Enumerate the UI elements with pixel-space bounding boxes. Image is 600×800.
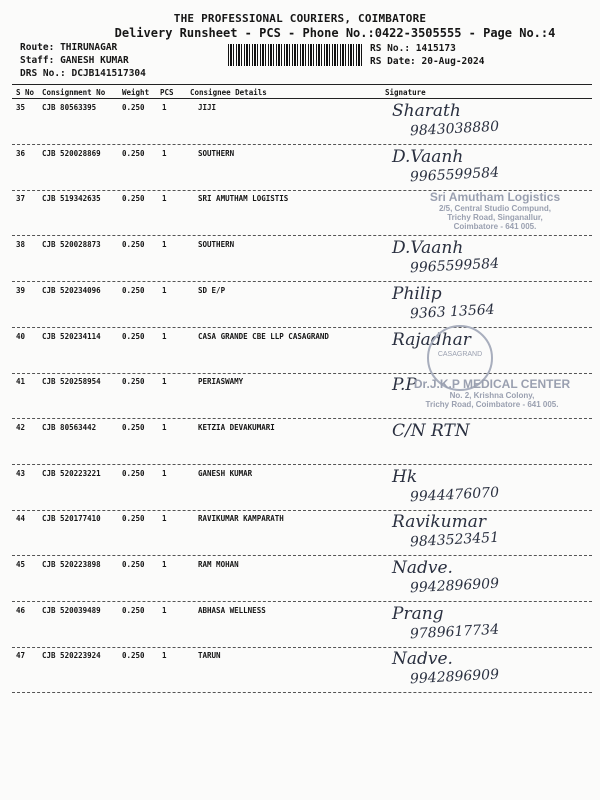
row-pcs: 1 (162, 331, 167, 341)
row-consignee: SD E/P (198, 285, 226, 295)
drs-label: DRS No.: (20, 68, 66, 79)
signature-scribble: Rajadhar (392, 329, 471, 350)
row-sno: 42 (16, 422, 26, 432)
row-consignee: JIJI (198, 103, 217, 112)
row-consignment: CJB 520234096 (42, 285, 101, 295)
runsheet-title: Delivery Runsheet - PCS - Phone No.:0422-3505555 - Page No.:4 (114, 26, 556, 40)
route-label: Route: (20, 42, 55, 53)
row-consignee: CASA GRANDE CBE LLP CASAGRAND (198, 331, 329, 341)
row-weight: 0.250 (122, 103, 145, 112)
row-consignment: CJB 520223221 (42, 468, 101, 478)
drs-value: DCJB141517304 (71, 68, 146, 79)
col-consignee: Consignee Details (190, 88, 267, 97)
rs-no-line (370, 43, 456, 54)
route-line (20, 42, 117, 53)
row-consignment: CJB 80563395 (42, 103, 97, 112)
row-consignment: CJB 519342635 (42, 194, 101, 204)
row-sno: 41 (16, 377, 26, 387)
table-row (12, 465, 592, 511)
rs-date-label: RS Date: (370, 56, 416, 67)
signature-phone: 9965599584 (409, 164, 500, 186)
route-value: THIRUNAGAR (60, 42, 118, 53)
casagrand-seal-text: CASAGRAND (437, 351, 483, 358)
col-pcs: PCS (160, 88, 174, 97)
row-consignee: SOUTHERN (198, 148, 235, 158)
row-consignee: KETZIA DEVAKUMARI (198, 422, 275, 432)
row-consignment: CJB 520223924 (42, 651, 101, 661)
table-row (12, 145, 592, 191)
row-pcs: 1 (162, 377, 167, 387)
row-consignee: RAVIKUMAR KAMPARATH (198, 514, 284, 524)
signature-phone: 9942896909 (409, 575, 500, 597)
row-sno: 38 (16, 240, 26, 250)
row-pcs: 1 (162, 468, 167, 478)
row-pcs: 1 (162, 103, 167, 112)
medical-stamp (397, 377, 587, 409)
row-consignee: ABHASA WELLNESS (198, 605, 266, 615)
staff-label: Staff: (20, 55, 55, 66)
row-weight: 0.250 (122, 285, 145, 295)
row-consignee: TARUN (198, 651, 221, 661)
row-consignee: PERIASWAMY (198, 377, 244, 387)
row-consignment: CJB 520028869 (42, 148, 101, 158)
row-weight: 0.250 (122, 651, 145, 661)
row-pcs: 1 (162, 148, 167, 158)
row-consignee: RAM MOHAN (198, 560, 239, 569)
row-weight: 0.250 (122, 377, 145, 387)
signature-scribble: D.Vaanh (392, 238, 464, 259)
row-consignment: CJB 80563442 (42, 422, 97, 432)
drs-line (20, 68, 146, 79)
row-sno: 37 (16, 194, 26, 204)
company-name: THE PROFESSIONAL COURIERS, COIMBATORE (173, 12, 427, 25)
medical-line1: Dr.J.K.P MEDICAL CENTER (413, 377, 571, 391)
header-top-rule (12, 84, 592, 85)
row-sno: 43 (16, 468, 26, 478)
rs-no-value: 1415173 (415, 43, 456, 54)
amutham-line1: Sri Amutham Logistics (429, 190, 561, 204)
row-sno: 39 (16, 285, 26, 295)
row-weight: 0.250 (122, 422, 145, 432)
row-consignment: CJB 520223898 (42, 560, 101, 569)
row-weight: 0.250 (122, 148, 145, 158)
row-sno: 46 (16, 605, 26, 615)
row-divider (12, 692, 592, 693)
amutham-line4: Coimbatore - 641 005. (453, 222, 537, 231)
row-consignment: CJB 520028873 (42, 240, 101, 250)
signature-scribble: Hk (392, 466, 418, 487)
signature-scribble: Sharath (392, 101, 461, 121)
rs-no-label: RS No.: (370, 43, 411, 54)
row-pcs: 1 (162, 605, 167, 615)
row-sno: 40 (16, 331, 26, 341)
col-sno: S No (16, 88, 35, 97)
amutham-line2: 2/5, Central Studio Compund, (438, 204, 551, 213)
row-weight: 0.250 (122, 468, 145, 478)
table-row (12, 236, 592, 282)
row-pcs: 1 (162, 240, 167, 250)
row-consignment: CJB 520234114 (42, 331, 101, 341)
row-weight: 0.250 (122, 514, 145, 524)
signature-phone: 9363 13564 (409, 301, 495, 323)
signature-phone: 9789617734 (409, 621, 500, 643)
signature-scribble: Ravikumar (392, 512, 486, 533)
barcode (228, 44, 363, 66)
table-row (12, 647, 592, 693)
table-row (12, 556, 592, 602)
table-row (12, 282, 592, 328)
row-weight: 0.250 (122, 331, 145, 341)
medical-line3: Trichy Road, Coimbatore - 641 005. (425, 400, 559, 409)
row-pcs: 1 (162, 422, 167, 432)
signature-scribble: P.P (392, 375, 417, 396)
staff-value: GANESH KUMAR (60, 55, 129, 66)
row-weight: 0.250 (122, 194, 145, 204)
row-weight: 0.250 (122, 240, 145, 250)
row-sno: 47 (16, 651, 26, 661)
signature-scribble: Prang (392, 603, 444, 624)
rs-date-value: 20-Aug-2024 (421, 56, 485, 67)
signature-scribble: C/N RTN (392, 420, 470, 441)
row-pcs: 1 (162, 194, 167, 204)
row-weight: 0.250 (122, 605, 145, 615)
signature-scribble: D.Vaanh (392, 146, 464, 167)
table-row (12, 328, 592, 374)
staff-line (20, 55, 129, 66)
signature-scribble: Philip (392, 283, 442, 304)
signature-phone: 9944476070 (409, 484, 500, 505)
row-sno: 44 (16, 514, 26, 524)
table-row (12, 99, 592, 145)
row-consignment: CJB 520039489 (42, 605, 101, 615)
rs-date-line (370, 56, 484, 67)
col-weight: Weight (122, 88, 150, 97)
signature-phone: 9965599584 (409, 255, 500, 277)
signature-phone: 9942896909 (409, 667, 500, 688)
signature-scribble: Nadve. (392, 558, 453, 578)
row-consignee: GANESH KUMAR (198, 468, 253, 478)
row-pcs: 1 (162, 651, 167, 661)
table-row (12, 419, 592, 465)
row-sno: 45 (16, 560, 26, 569)
table-row (12, 602, 592, 648)
row-consignment: CJB 520258954 (42, 377, 101, 387)
row-pcs: 1 (162, 285, 167, 295)
signature-phone: 9843523451 (409, 529, 500, 551)
signature-scribble: Nadve. (392, 649, 453, 670)
row-consignee: SRI AMUTHAM LOGISTIS (198, 194, 289, 204)
row-weight: 0.250 (122, 560, 145, 569)
row-sno: 35 (16, 103, 26, 112)
row-consignee: SOUTHERN (198, 240, 235, 250)
row-pcs: 1 (162, 514, 167, 524)
col-signature: Signature (385, 88, 426, 97)
row-pcs: 1 (162, 560, 167, 569)
table-row (12, 510, 592, 556)
signature-phone: 9843038880 (409, 118, 500, 140)
medical-line2: No. 2, Krishna Colony, (449, 391, 535, 400)
amutham-line3: Trichy Road, Singanallur, (447, 213, 543, 222)
amutham-stamp (405, 190, 585, 231)
row-consignment: CJB 520177410 (42, 514, 101, 524)
row-sno: 36 (16, 148, 26, 158)
col-consignment: Consignment No (42, 88, 106, 97)
